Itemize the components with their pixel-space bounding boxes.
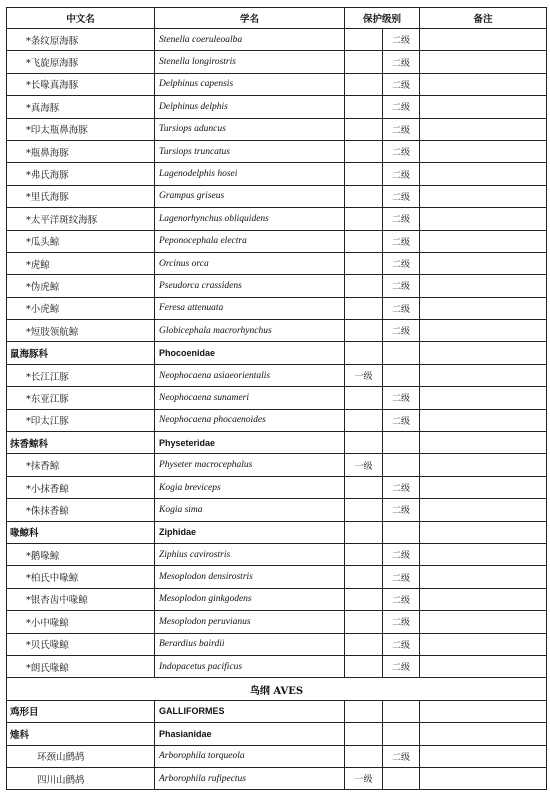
scientific-name-cell: Stenella coeruleoalba [155, 29, 345, 51]
level-one-cell [345, 185, 383, 207]
header-notes: 备注 [420, 8, 547, 29]
level-one-cell [345, 29, 383, 51]
notes-cell [420, 208, 547, 230]
notes-cell [420, 364, 547, 386]
level-two-cell: 二级 [383, 230, 420, 252]
level-two-cell: 二级 [383, 566, 420, 588]
chinese-name-cell: *小抹香鲸 [7, 476, 155, 498]
table-row [7, 611, 547, 633]
level-two-cell: 二级 [383, 96, 420, 118]
table-row [7, 633, 547, 655]
table-row [7, 387, 547, 409]
level-two-cell: 二级 [383, 499, 420, 521]
level-two-cell: 二级 [383, 611, 420, 633]
chinese-name-cell: *印太瓶鼻海豚 [7, 118, 155, 140]
table-header-row [7, 8, 547, 29]
table-row [7, 73, 547, 95]
chinese-name-cell: *长江江豚 [7, 364, 155, 386]
scientific-name-cell: Lagenorhynchus obliquidens [155, 208, 345, 230]
scientific-name-cell: Phocoenidae [155, 342, 345, 364]
family-row [7, 521, 547, 543]
level-two-cell [383, 700, 420, 722]
level-two-cell: 二级 [383, 543, 420, 565]
level-two-cell: 二级 [383, 29, 420, 51]
section-title: 鸟纲 AVES [7, 678, 547, 700]
scientific-name-cell: Berardius bairdii [155, 633, 345, 655]
chinese-name-cell: *柏氏中喙鲸 [7, 566, 155, 588]
chinese-name-cell: *伪虎鲸 [7, 275, 155, 297]
scientific-name-cell: Ziphidae [155, 521, 345, 543]
scientific-name-cell: Neophocaena phocaenoides [155, 409, 345, 431]
level-two-cell [383, 342, 420, 364]
notes-cell [420, 387, 547, 409]
scientific-name-cell: Tursiops aduncus [155, 118, 345, 140]
level-two-cell: 二级 [383, 208, 420, 230]
level-one-cell: 一级 [345, 454, 383, 476]
level-two-cell: 二级 [383, 51, 420, 73]
level-one-cell [345, 432, 383, 454]
notes-cell [420, 409, 547, 431]
level-two-cell: 二级 [383, 320, 420, 342]
notes-cell [420, 723, 547, 745]
scientific-name-cell: Neophocaena sunameri [155, 387, 345, 409]
scientific-name-cell: Mesoplodon ginkgodens [155, 588, 345, 610]
table-row [7, 364, 547, 386]
level-one-cell [345, 588, 383, 610]
level-one-cell [345, 700, 383, 722]
chinese-name-cell: 喙鲸科 [7, 521, 155, 543]
scientific-name-cell: Mesoplodon peruvianus [155, 611, 345, 633]
level-one-cell [345, 96, 383, 118]
scientific-name-cell: Physeteridae [155, 432, 345, 454]
table-row [7, 543, 547, 565]
level-one-cell [345, 499, 383, 521]
level-two-cell: 二级 [383, 297, 420, 319]
level-one-cell [345, 208, 383, 230]
table-row [7, 29, 547, 51]
protected-species-table [6, 7, 547, 790]
chinese-name-cell: *弗氏海豚 [7, 163, 155, 185]
notes-cell [420, 73, 547, 95]
level-two-cell: 二级 [383, 118, 420, 140]
chinese-name-cell: *印太江豚 [7, 409, 155, 431]
scientific-name-cell: Arborophila rufipectus [155, 767, 345, 789]
level-one-cell [345, 275, 383, 297]
notes-cell [420, 185, 547, 207]
family-row [7, 432, 547, 454]
notes-cell [420, 611, 547, 633]
level-two-cell: 二级 [383, 476, 420, 498]
chinese-name-cell: 鼠海豚科 [7, 342, 155, 364]
scientific-name-cell: Stenella longirostris [155, 51, 345, 73]
notes-cell [420, 499, 547, 521]
level-one-cell [345, 566, 383, 588]
chinese-name-cell: *飞旋原海豚 [7, 51, 155, 73]
level-two-cell: 二级 [383, 275, 420, 297]
notes-cell [420, 700, 547, 722]
notes-cell [420, 655, 547, 677]
level-one-cell [345, 297, 383, 319]
notes-cell [420, 342, 547, 364]
notes-cell [420, 588, 547, 610]
scientific-name-cell: Arborophila torqueola [155, 745, 345, 767]
chinese-name-cell: *瓜头鲸 [7, 230, 155, 252]
level-two-cell: 二级 [383, 633, 420, 655]
notes-cell [420, 543, 547, 565]
level-two-cell: 二级 [383, 73, 420, 95]
header-protection-level: 保护级别 [345, 8, 420, 29]
chinese-name-cell: 抹香鲸科 [7, 432, 155, 454]
notes-cell [420, 96, 547, 118]
scientific-name-cell: Ziphius cavirostris [155, 543, 345, 565]
section-row [7, 678, 547, 700]
table-row [7, 140, 547, 162]
chinese-name-cell: *贝氏喙鲸 [7, 633, 155, 655]
scientific-name-cell: Physeter macrocephalus [155, 454, 345, 476]
notes-cell [420, 521, 547, 543]
level-two-cell: 二级 [383, 387, 420, 409]
notes-cell [420, 745, 547, 767]
level-one-cell [345, 655, 383, 677]
level-one-cell [345, 543, 383, 565]
header-scientific-name: 学名 [155, 8, 345, 29]
chinese-name-cell: *抹香鲸 [7, 454, 155, 476]
level-one-cell [345, 521, 383, 543]
table-row [7, 588, 547, 610]
chinese-name-cell: *东亚江豚 [7, 387, 155, 409]
table-row [7, 566, 547, 588]
chinese-name-cell: *鹅喙鲸 [7, 543, 155, 565]
table-row [7, 230, 547, 252]
family-row [7, 723, 547, 745]
scientific-name-cell: Feresa attenuata [155, 297, 345, 319]
header-chinese-name: 中文名 [7, 8, 155, 29]
notes-cell [420, 767, 547, 789]
level-two-cell: 二级 [383, 185, 420, 207]
level-two-cell: 二级 [383, 588, 420, 610]
table-row [7, 320, 547, 342]
level-two-cell [383, 364, 420, 386]
level-one-cell [345, 633, 383, 655]
level-two-cell [383, 767, 420, 789]
chinese-name-cell: *虎鲸 [7, 252, 155, 274]
table-row [7, 163, 547, 185]
level-one-cell [345, 51, 383, 73]
level-two-cell: 二级 [383, 655, 420, 677]
scientific-name-cell: Pseudorca crassidens [155, 275, 345, 297]
chinese-name-cell: *小虎鲸 [7, 297, 155, 319]
chinese-name-cell: *侏抹香鲸 [7, 499, 155, 521]
table-row [7, 297, 547, 319]
level-one-cell [345, 230, 383, 252]
notes-cell [420, 633, 547, 655]
notes-cell [420, 51, 547, 73]
notes-cell [420, 252, 547, 274]
table-row [7, 208, 547, 230]
scientific-name-cell: Neophocaena asiaeorientalis [155, 364, 345, 386]
chinese-name-cell: 鸡形目 [7, 700, 155, 722]
level-two-cell [383, 432, 420, 454]
chinese-name-cell: *小中喙鲸 [7, 611, 155, 633]
notes-cell [420, 140, 547, 162]
notes-cell [420, 118, 547, 140]
level-two-cell [383, 723, 420, 745]
scientific-name-cell: Tursiops truncatus [155, 140, 345, 162]
level-two-cell: 二级 [383, 252, 420, 274]
scientific-name-cell: Mesoplodon densirostris [155, 566, 345, 588]
level-one-cell: 一级 [345, 767, 383, 789]
level-one-cell [345, 73, 383, 95]
level-one-cell [345, 140, 383, 162]
chinese-name-cell: *长喙真海豚 [7, 73, 155, 95]
notes-cell [420, 476, 547, 498]
notes-cell [420, 163, 547, 185]
chinese-name-cell: *太平洋斑纹海豚 [7, 208, 155, 230]
table-row [7, 275, 547, 297]
chinese-name-cell: *朗氏喙鲸 [7, 655, 155, 677]
scientific-name-cell: Orcinus orca [155, 252, 345, 274]
scientific-name-cell: Grampus griseus [155, 185, 345, 207]
table-row [7, 252, 547, 274]
scientific-name-cell: Globicephala macrorhynchus [155, 320, 345, 342]
table-row [7, 655, 547, 677]
notes-cell [420, 297, 547, 319]
level-one-cell [345, 118, 383, 140]
level-one-cell [345, 723, 383, 745]
table-row [7, 454, 547, 476]
level-one-cell [345, 476, 383, 498]
table-row [7, 185, 547, 207]
level-one-cell [345, 409, 383, 431]
table-row [7, 767, 547, 789]
scientific-name-cell: Delphinus capensis [155, 73, 345, 95]
chinese-name-cell: *条纹原海豚 [7, 29, 155, 51]
table-row [7, 96, 547, 118]
scientific-name-cell: Kogia breviceps [155, 476, 345, 498]
family-row [7, 342, 547, 364]
level-one-cell [345, 342, 383, 364]
table-row [7, 476, 547, 498]
chinese-name-cell: *短肢领航鲸 [7, 320, 155, 342]
scientific-name-cell: GALLIFORMES [155, 700, 345, 722]
scientific-name-cell: Peponocephala electra [155, 230, 345, 252]
order-row [7, 700, 547, 722]
table-row [7, 118, 547, 140]
level-one-cell: 一级 [345, 364, 383, 386]
scientific-name-cell: Kogia sima [155, 499, 345, 521]
level-one-cell [345, 252, 383, 274]
level-two-cell [383, 521, 420, 543]
table-row [7, 745, 547, 767]
level-two-cell: 二级 [383, 745, 420, 767]
level-one-cell [345, 611, 383, 633]
protected-species-table-page [6, 7, 546, 790]
chinese-name-cell: *真海豚 [7, 96, 155, 118]
level-one-cell [345, 163, 383, 185]
table-row [7, 409, 547, 431]
level-one-cell [345, 320, 383, 342]
level-two-cell: 二级 [383, 163, 420, 185]
notes-cell [420, 320, 547, 342]
level-one-cell [345, 387, 383, 409]
notes-cell [420, 275, 547, 297]
chinese-name-cell: *瓶鼻海豚 [7, 140, 155, 162]
notes-cell [420, 230, 547, 252]
table-row [7, 51, 547, 73]
level-two-cell [383, 454, 420, 476]
chinese-name-cell: 环颈山鹧鸪 [7, 745, 155, 767]
notes-cell [420, 432, 547, 454]
scientific-name-cell: Lagenodelphis hosei [155, 163, 345, 185]
chinese-name-cell: 四川山鹧鸪 [7, 767, 155, 789]
chinese-name-cell: *里氏海豚 [7, 185, 155, 207]
scientific-name-cell: Phasianidae [155, 723, 345, 745]
level-two-cell: 二级 [383, 140, 420, 162]
level-one-cell [345, 745, 383, 767]
scientific-name-cell: Indopacetus pacificus [155, 655, 345, 677]
chinese-name-cell: 雉科 [7, 723, 155, 745]
notes-cell [420, 566, 547, 588]
level-two-cell: 二级 [383, 409, 420, 431]
table-row [7, 499, 547, 521]
scientific-name-cell: Delphinus delphis [155, 96, 345, 118]
notes-cell [420, 29, 547, 51]
notes-cell [420, 454, 547, 476]
chinese-name-cell: *银杏齿中喙鲸 [7, 588, 155, 610]
